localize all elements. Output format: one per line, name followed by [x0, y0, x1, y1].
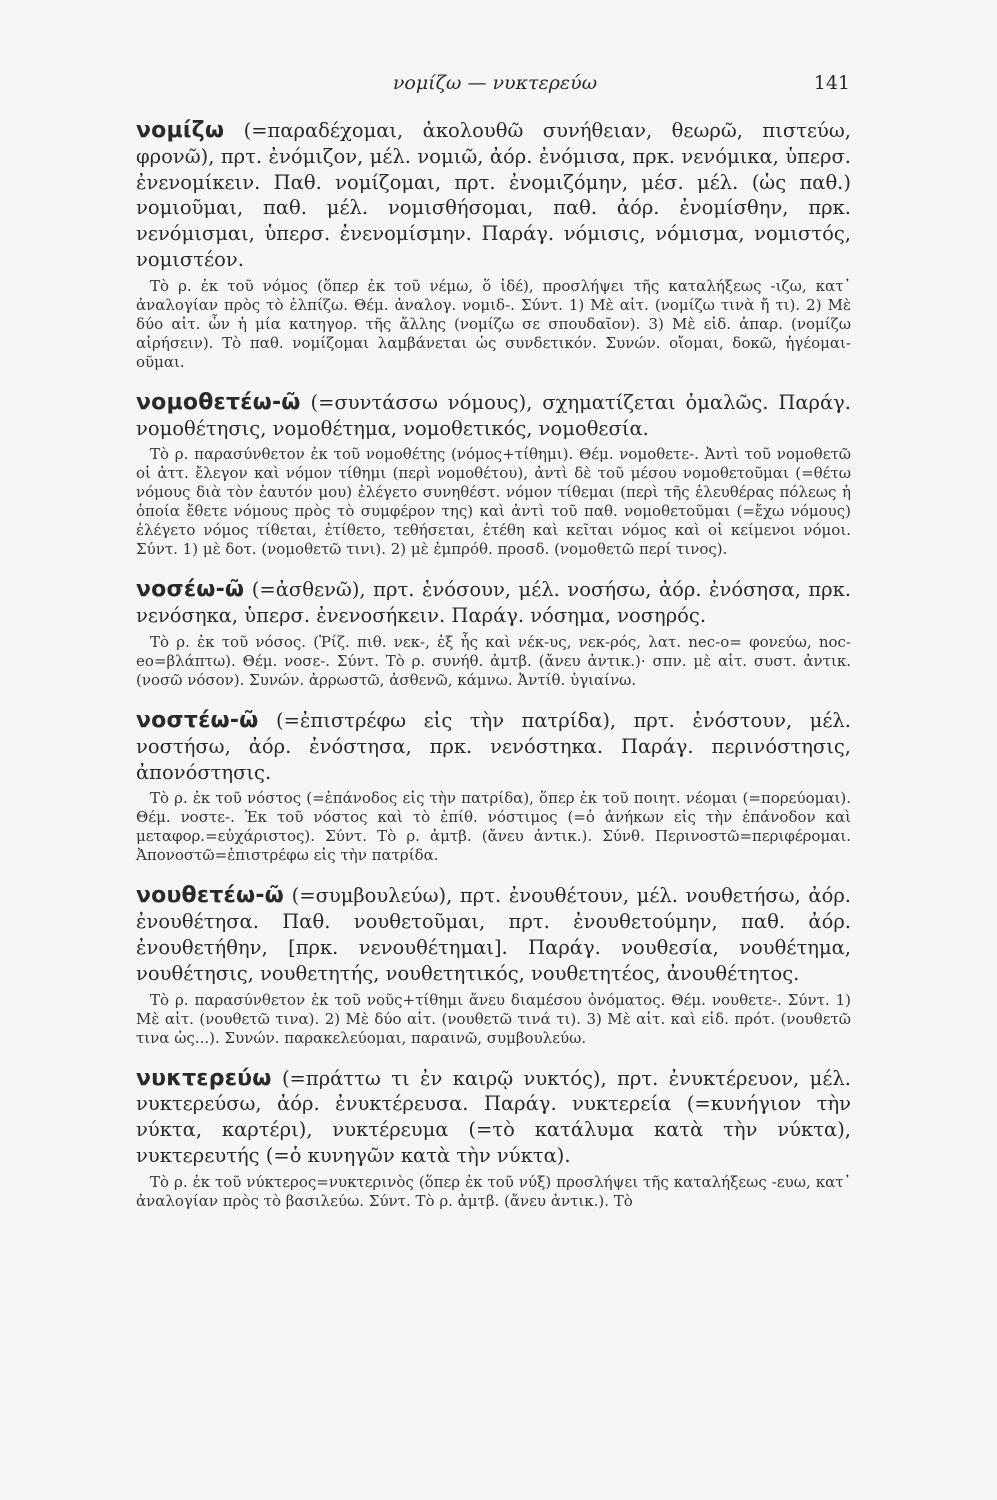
definition: (=ἀσθενῶ), πρτ. ἐνόσουν, μέλ. νοσήσω, ἀόρ. ἐνόσησα, πρκ. νενόσηκα, ὑπερσ. ἐνενοσήκειν. Παράγ. νόσημα, νοσηρός.: [136, 578, 851, 628]
entry-note: Τὸ ρ. ἐκ τοῦ νόσος. (Ῥίζ. πιθ. νεκ-, ἐξ ἧς καὶ νέκ-υς, νεκ-ρός, λατ. nec-o= φονεύω, noc-eo=βλάπτω). Θέμ. νοσε-. Σύντ. Τὸ ρ. συνήθ. ἀμτβ. (ἄνευ ἀντικ.)· σπν. μὲ αἰτ. συστ. ἀντικ. (νοσῶ νόσον). Συνών. ἀρρωστῶ, ἀσθενῶ, κάμνω. Ἀντίθ. ὑγιαίνω.: [136, 632, 851, 689]
headword: νομίζω: [136, 118, 225, 143]
entry-main: [136, 118, 851, 273]
definition: (=συμβουλεύω), πρτ. ἐνουθέτουν, μέλ. νουθετήσω, ἀόρ. ἐνουθέτησα. Παθ. νουθετοῦμαι, πρτ. ἐνουθετούμην, παθ. ἀόρ. ἐνουθετήθην, [πρκ. νενουθέτημαι]. Παράγ. νουθεσία, νουθέτημα, νουθέτησις, νουθετητής, νουθετητικός, νουθετητέος, ἀνουθέτητος.: [136, 884, 851, 985]
entry-main: [136, 883, 851, 986]
running-head: νομίζω — νυκτερεύω: [392, 72, 598, 94]
dictionary-body: [136, 118, 851, 1229]
entry-note: Τὸ ρ. ἐκ τοῦ νόστος (=ἐπάνοδος εἰς τὴν πατρίδα), ὅπερ ἐκ τοῦ ποιητ. νέομαι (=πορεύομαι). Θέμ. νοστε-. Ἐκ τοῦ νόστος καὶ τὸ ἐπίθ. νόστιμος (=ὁ ἀνήκων εἰς τὴν ἐπάνοδον καὶ μεταφορ.=εὐχάριστος). Σύντ. Τὸ ρ. ἀμτβ. (ἄνευ ἀντικ.). Σύνθ. Περινοστῶ=περιφέρομαι. Ἀπονοστῶ=ἐπιστρέφω εἰς τὴν πατρίδα.: [136, 789, 851, 865]
headword: νοστέω-ῶ: [136, 707, 259, 733]
definition: (=πράττω τι ἐν καιρῷ νυκτός), πρτ. ἐνυκτέρευον, μέλ. νυκτερεύσω, ἀόρ. ἐνυκτέρευσα. Παράγ. νυκτερεία (=κυνήγιον τὴν νύκτα, καρτέρι), νυκτέρευμα (=τὸ κατάλυμα κατὰ τὴν νύκτα), νυκτερευτής (=ὁ κυνηγῶν κατὰ τὴν νύκτα).: [136, 1066, 851, 1167]
entry-note: Τὸ ρ. ἐκ τοῦ νόμος (ὅπερ ἐκ τοῦ νέμω, ὅ ἰδέ), προσλήψει τῆς καταλήξεως -ιζω, κατ᾽ ἀναλογίαν πρὸς τὸ ἐλπίζω. Θέμ. ἀναλογ. νομιδ-. Σύντ. 1) Μὲ αἰτ. (νομίζω τινὰ ἤ τι). 2) Μὲ δύο αἰτ. ὧν ἡ μία κατηγορ. τῆς ἄλλης (νομίζω σε σπουδαῖον). 3) Μὲ εἰδ. ἀπαρ. (νομίζω αἱρήσειν). Τὸ παθ. νομίζομαι λαμβάνεται ὡς συνδετικόν. Συνών. οἴομαι, δοκῶ, ἡγέομαι-οῦμαι.: [136, 276, 851, 371]
entry-main: [136, 390, 851, 442]
entry-note: Τὸ ρ. παρασύνθετον ἐκ τοῦ νοῦς+τίθημι ἄνευ διαμέσου ὀνόματος. Θέμ. νουθετε-. Σύντ. 1) Μὲ αἰτ. (νουθετῶ τινα). 2) Μὲ δύο αἰτ. (νουθετῶ τινά τι). 3) Μὲ αἰτ. καὶ εἰδ. πρότ. (νουθετῶ τινα ὡς...). Συνών. παρακελεύομαι, παραινῶ, συμβουλεύω.: [136, 990, 851, 1047]
entry-noseo: [136, 577, 851, 690]
definition: (=συντάσσω νόμους), σχηματίζεται ὁμαλῶς. Παράγ. νομοθέτησις, νομοθέτημα, νομοθετικός, νομοθεσία.: [136, 390, 851, 440]
headword: νομοθετέω-ῶ: [136, 389, 301, 415]
entry-main: [136, 577, 851, 629]
page-header: [140, 70, 850, 100]
headword: νοσέω-ῶ: [136, 577, 245, 603]
entry-main: [136, 1066, 851, 1169]
headword: νυκτερεύω: [136, 1065, 272, 1091]
entry-nomizo: [136, 118, 851, 372]
entry-nomotheteo: [136, 390, 851, 560]
entry-note: Τὸ ρ. ἐκ τοῦ νύκτερος=νυκτερινὸς (ὅπερ ἐκ τοῦ νύξ) προσλήψει τῆς καταλήξεως -ευω, κατ᾽ ἀναλογίαν πρὸς τὸ βασιλεύω. Σύντ. Τὸ ρ. ἀμτβ. (ἄνευ ἀντικ.). Τὸ: [136, 1172, 851, 1210]
entry-note: Τὸ ρ. παρασύνθετον ἐκ τοῦ νομοθέτης (νόμος+τίθημι). Θέμ. νομοθετε-. Ἀντὶ τοῦ νομοθετῶ οἱ ἀττ. ἔλεγον καὶ νόμον τίθημι (περὶ νομοθέτου), ἀντὶ δὲ τοῦ μέσου νομοθετοῦμαι (=θέτω νόμους διὰ τὸν ἑαυτόν μου) ἐλέγετο συνηθέστ. νόμον τίθεμαι (περὶ τῆς ἐλευθέρας πόλεως ἡ ὁποία ἔθετε νόμους πρὸς τὸ συμφέρον της) καὶ ἀντὶ τοῦ παθ. νομοθετοῦμαι (=ἔχω νόμους) ἐλέγετο νόμος τίθεται, ἐτίθετο, τεθήσεται, ἐτέθη καὶ κεῖται νόμος καὶ οἱ κείμενοι νόμοι. Σύντ. 1) μὲ δοτ. (νομοθετῶ τινι). 2) μὲ ἐμπρόθ. προσδ. (νομοθετῶ περί τινος).: [136, 445, 851, 559]
page-number: 141: [813, 72, 850, 94]
entry-main: [136, 708, 851, 785]
headword: νουθετέω-ῶ: [136, 883, 284, 909]
definition: (=παραδέχομαι, ἀκολουθῶ συνήθειαν, θεωρῶ, πιστεύω, φρονῶ), πρτ. ἐνόμιζον, μέλ. νομιῶ, ἀόρ. ἐνόμισα, πρκ. νενόμικα, ὑπερσ. ἐνενομίκειν. Παθ. νομίζομαι, πρτ. ἐνομιζόμην, μέσ. μέλ. (ὡς παθ.) νομιοῦμαι, παθ. μέλ. νομισθήσομαι, παθ. ἀόρ. ἐνομίσθην, πρκ. νενόμισμαι, ὑπερσ. ἐνενομίσμην. Παράγ. νόμισις, νόμισμα, νομιστός, νομιστέον.: [136, 119, 851, 271]
entry-nosteo: [136, 708, 851, 865]
entry-noutheteo: [136, 883, 851, 1047]
entry-nyktereuo: [136, 1066, 851, 1211]
definition: (=ἐπιστρέφω εἰς τὴν πατρίδα), πρτ. ἐνόστουν, μέλ. νοστήσω, ἀόρ. ἐνόστησα, πρκ. νενόστηκα. Παράγ. περινόστησις, ἀπονόστησις.: [136, 708, 851, 784]
